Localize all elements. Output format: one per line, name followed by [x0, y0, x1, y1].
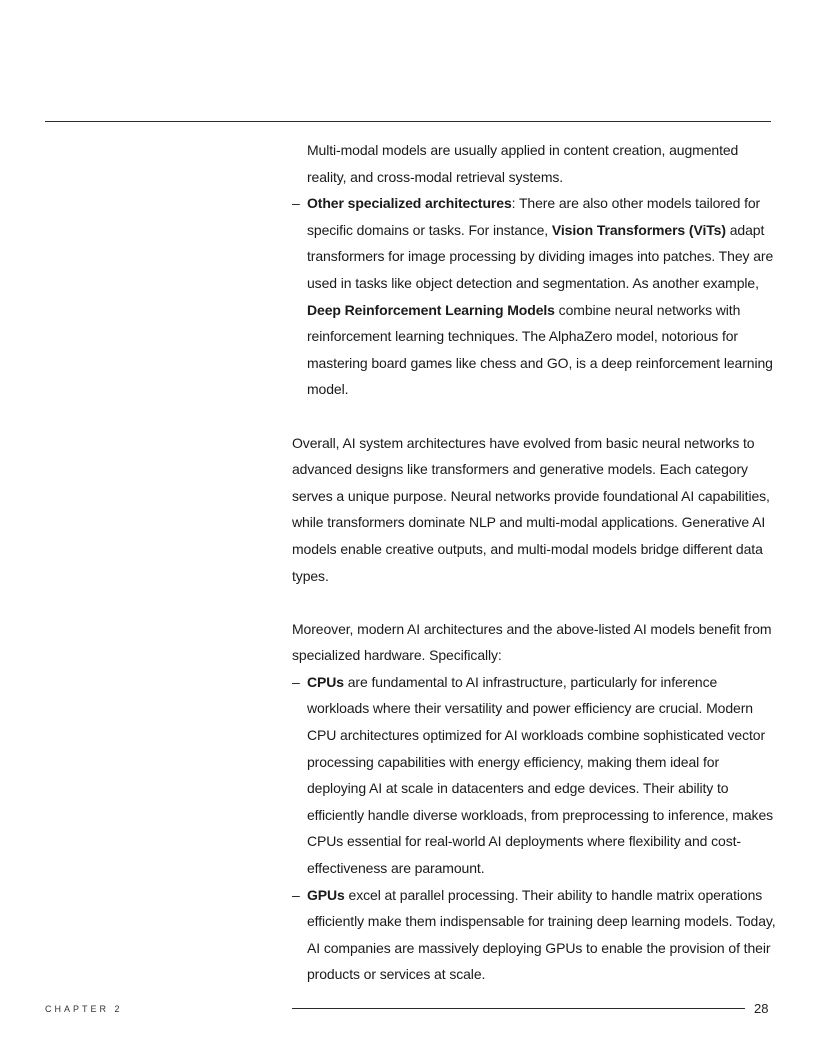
- bullet-cpus: [292, 669, 776, 882]
- term-deep-rl-models: Deep Reinforcement Learning Models: [307, 301, 555, 318]
- term-gpus: GPUs: [307, 886, 345, 903]
- body-text: [292, 137, 776, 988]
- term-vision-transformers: Vision Transformers (ViTs): [551, 221, 726, 238]
- chapter-label: CHAPTER 2: [45, 1004, 123, 1014]
- bullet-dash: –: [292, 195, 300, 212]
- term-other-architectures: Other specialized architectures: [307, 195, 512, 212]
- bullet-gpus-text: excel at parallel processing. Their ability to handle matrix operations efficiently make them indispensable for training deep learning models. Today, AI companies are massively deploying GPUs to enable the provision of their products or services at scale.: [307, 886, 776, 983]
- bullet-gpus: [292, 882, 776, 988]
- bullet-other-architectures: [292, 190, 776, 403]
- bullet-text-part3: combine neural networks with reinforcement learning techniques. The AlphaZero model, notorious for mastering board games like chess and GO, is a deep reinforcement learning model.: [307, 301, 773, 398]
- bullet-text-part2: adapt transformers for image processing by dividing images into patches. They are used in tasks like object detection and segmentation. As another example,: [307, 221, 774, 291]
- header-divider: [45, 121, 771, 122]
- paragraph-multimodal-continuation: Multi-modal models are usually applied in content creation, augmented reality, and cross-modal retrieval systems.: [307, 142, 739, 185]
- paragraph-hardware-intro: Moreover, modern AI architectures and the above-listed AI models benefit from specialized hardware. Specifically:: [292, 620, 772, 664]
- bullet-cpus-text: are fundamental to AI infrastructure, particularly for inference workloads where their versatility and power efficiency are crucial. Modern CPU architectures optimized for AI workloads combine sophisticated vector processing capabilities with energy efficiency, making them ideal for deploying AI at scale in datacenters and edge devices. Their ability to efficiently handle diverse workloads, from preprocessing to inference, makes CPUs essential for real-world AI deployments where flexibility and cost-effectiveness are paramount.: [307, 673, 774, 877]
- footer-divider: [292, 1008, 745, 1009]
- bullet-dash: –: [292, 673, 300, 690]
- bullet-text-part1: : There are also other models tailored for specific domains or tasks. For instance,: [307, 195, 761, 238]
- bullet-dash: –: [292, 886, 300, 903]
- paragraph-overall: Overall, AI system architectures have evolved from basic neural networks to advanced designs like transformers and generative models. Each category serves a unique purpose. Neural networks provide foundational AI capabilities, while transformers dominate NLP and multi-modal applications. Generative AI models enable creative outputs, and multi-modal models bridge different data types.: [292, 434, 770, 584]
- paragraph-spacer: [292, 589, 776, 616]
- paragraph-spacer: [292, 403, 776, 430]
- page-number: 28: [754, 1001, 769, 1016]
- term-cpus: CPUs: [307, 673, 344, 690]
